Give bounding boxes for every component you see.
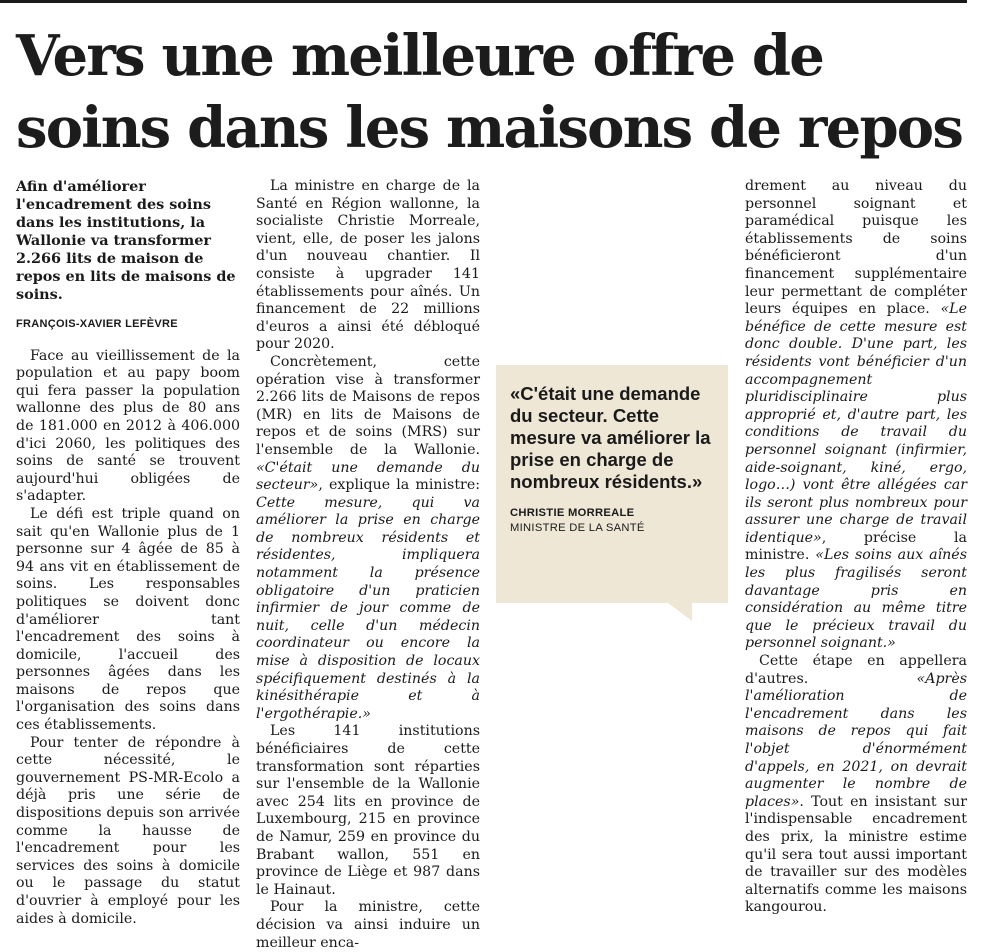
paragraph — [256, 354, 480, 723]
paragraph: La ministre en charge de la Santé en Région wallonne, la socialiste Christie Morreale, vient, elle, de poser les jalons d'un nouveau chantier. Il consiste à upgrader 141 établissements pour aînés. Un financement de 22 millions d'euros a ainsi été débloqué pour 2020. — [256, 178, 480, 353]
paragraph-text: , explique la ministre: — [318, 477, 480, 494]
paragraph-text: Concrètement, cette opération vise à transformer 2.266 lits de Maisons de repos (MR) en lits de Maisons de repos et de soins (MRS) sur l'ensemble de la Wallonie. — [256, 353, 480, 458]
pull-quote-box — [496, 365, 728, 603]
paragraph-text: drement au niveau du personnel soignant et paramédical puisque les établissements de soins bénéficieront d'un financement supplémentaire leur permettant de compléter leurs équipes en place. — [745, 178, 967, 318]
paragraph: Les 141 institutions bénéficiaires de cette transformation sont réparties sur l'ensemble de la Wallonie avec 254 lits en province de Luxembourg, 215 en province de Namur, 259 en province du Brabant wallon, 551 en province de Liège et 987 dans le Hainaut. — [256, 723, 480, 898]
pull-quote-role: MINISTRE DE LA SANTÉ — [510, 522, 645, 534]
inline-quote: Cette mesure, qui va améliorer la prise en charge de nombreux résidents et résidentes, impliquera notamment la présence obligatoire d'un praticien infirmier de jour comme de nuit, celle d'un médecin coordinateur ou encore la mise à disposition de locaux spécifiquement destinés à la kinésithérapie et à l'ergothérapie.» — [256, 494, 480, 722]
article-headline: Vers une meilleure offre de soins dans les maisons de repos — [16, 23, 963, 161]
paragraph — [745, 178, 967, 653]
pull-quote-author: CHRISTIE MORREALE — [510, 507, 635, 519]
article-lead: Afin d'améliorer l'encadrement des soins dans les institutions, la Wallonie va transformer 2.266 lits de maison de repos en lits de maisons de soins. — [16, 178, 236, 303]
column-2 — [256, 178, 480, 952]
top-rule — [0, 0, 967, 3]
column-4 — [745, 178, 967, 917]
paragraph-text: . Tout en insistant sur l'indispensable encadrement des prix, la ministre estime qu'il sera tout aussi important de travailler sur des modèles alternatifs comme les maisons kangourou. — [745, 793, 967, 916]
paragraph: Pour tenter de répondre à cette nécessité, le gouvernement PS-MR-Ecolo a déjà pris une série de dispositions depuis son arrivée comme la hausse de l'encadrement pour les services des soins à domicile ou le passage du statut d'ouvrier à employé pour les aides à domicile. — [16, 734, 240, 927]
column-1 — [16, 178, 240, 928]
inline-quote: «C'était une demande du secteur» — [256, 459, 480, 494]
author-byline: FRANÇOIS-XAVIER LEFÈVRE — [16, 318, 178, 330]
paragraph: Face au vieillissement de la population et au papy boom qui fera passer la population wallonne des plus de 80 ans de 181.000 en 2012 à 406.000 d'ici 2060, les politiques des soins de santé se trouvent aujourd'hui obligées de s'adapter. — [16, 347, 240, 505]
inline-quote: «Les soins aux aînés les plus fragilisés seront davantage pris en considération au même titre que le précieux travail du personnel soignant.» — [745, 547, 967, 652]
speech-bubble-tail — [668, 603, 692, 621]
paragraph: Pour la ministre, cette décision va ainsi induire un meilleur enca- — [256, 899, 480, 951]
paragraph: Le défi est triple quand on sait qu'en Wallonie plus de 1 personne sur 4 âgée de 85 à 94 ans vit en établissement de soins. Les responsables politiques se doivent donc d'améliorer tant l'encadrement des soins à domicile, l'accueil des personnes âgées dans les maisons de repos que l'organisation des soins dans ces établissements. — [16, 505, 240, 734]
inline-quote: «Après l'amélioration de l'encadrement dans les maisons de repos qui fait l'objet d'énormément d'appels, en 2021, on devrait augmenter le nombre de places» — [745, 670, 967, 810]
inline-quote: «Le bénéfice de cette mesure est donc double. D'une part, les résidents vont bénéficier d'un accompagnement pluridisciplinaire plus approprié et, d'autre part, les conditions de travail du personnel soignant (infirmier, aide-soignant, kiné, ergo, logo…) vont être allégées car ils seront plus nombreux pour assurer une charge de travail identique» — [745, 301, 967, 546]
paragraph-text: , précise la ministre. — [745, 529, 967, 564]
paragraph-text: Cette étape en appellera d'autres. — [745, 653, 967, 687]
paragraph — [745, 653, 967, 917]
pull-quote-text: «C'était une demande du secteur. Cette mesure va améliorer la prise en charge de nombreux résidents.» — [510, 383, 711, 492]
